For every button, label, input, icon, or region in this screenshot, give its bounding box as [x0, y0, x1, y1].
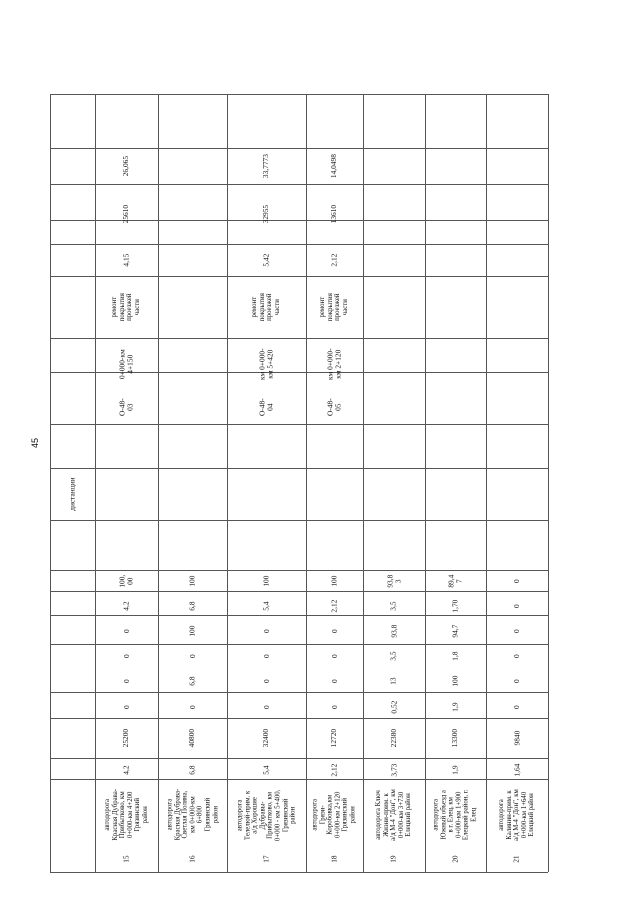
cell-c3-text: 0	[511, 705, 521, 709]
row-number-text: 20	[450, 855, 460, 863]
table-hline	[50, 468, 548, 469]
table-vline	[548, 94, 549, 872]
cell-len	[227, 244, 306, 276]
cell-c5-text: 0	[511, 654, 521, 658]
cell-cost-text: 33,7773	[261, 153, 271, 179]
cell-len-text: 5,42	[261, 253, 271, 267]
cell-c4-text: 0	[121, 679, 131, 683]
cell-code	[227, 390, 306, 424]
cell-c7	[95, 594, 158, 618]
cell-work	[95, 276, 158, 338]
road-name	[95, 784, 158, 846]
cell-c7	[363, 594, 425, 618]
road-name-text: автодорога Красная Дубрава- Светлая Поляна, км 0+000-км 6+800 Грязинский район	[165, 789, 219, 841]
cell-c1-text: 1,9	[450, 765, 460, 775]
cell-code	[95, 390, 158, 424]
cell-c3	[306, 694, 363, 720]
cell-c2-text: 9840	[511, 730, 521, 746]
cell-code-text: О-48- 03	[117, 398, 135, 416]
cell-c6-text: 0	[511, 629, 521, 633]
cell-c8-text: 100	[261, 575, 271, 587]
cell-c8-text: 100	[329, 575, 339, 587]
row-number-text: 21	[511, 855, 521, 863]
cell-c7-text: 2,12	[329, 599, 339, 613]
rotated-data-table	[50, 94, 548, 872]
cell-c1-text: 4,2	[121, 765, 131, 775]
cell-code	[425, 390, 486, 424]
cell-cost	[363, 148, 425, 184]
row-number	[425, 846, 486, 872]
cell-c1	[306, 756, 363, 784]
cell-c3	[95, 694, 158, 720]
road-name-text: автодорога Ключ Жизни-прим. к а/д М-4 "Дон", км 0+000-км 3+730 Елецкий район	[375, 789, 413, 841]
cell-c1	[158, 756, 227, 784]
cell-work	[227, 276, 306, 338]
cell-work	[363, 276, 425, 338]
cell-work-text: ремонт покрытия проезжей части	[111, 292, 142, 322]
cell-c5-text: 3,5	[388, 651, 398, 661]
cell-range	[486, 338, 548, 390]
cell-c5-text: 0	[261, 654, 271, 658]
cell-c6	[306, 618, 363, 644]
table-hline	[50, 520, 548, 521]
cell-c5	[306, 644, 363, 668]
cell-c2-text: 40800	[187, 728, 197, 748]
cell-c1	[363, 756, 425, 784]
cell-area	[95, 184, 158, 244]
cell-c6-text: 0	[121, 629, 131, 633]
cell-c5-text: 0	[187, 654, 197, 658]
cell-c3-text: 0	[329, 705, 339, 709]
header-distance-label-text: дистанции	[67, 477, 77, 511]
cell-area-text: 32955	[261, 204, 271, 224]
cell-cost	[227, 148, 306, 184]
cell-c3-text: 1,9	[450, 702, 460, 712]
cell-c6-text: 100	[187, 625, 197, 637]
cell-code-text: О-48- 04	[257, 398, 275, 416]
cell-range	[306, 338, 363, 390]
row-number	[306, 846, 363, 872]
cell-range	[425, 338, 486, 390]
cell-c8	[486, 568, 548, 594]
cell-range-text: 0+000-км 4+150	[117, 349, 135, 379]
road-name-text: автодорога Гряэи- Коробовка,км 0+000-км 2+120 Грязинский район	[311, 791, 357, 839]
cell-c3-text: 0	[121, 705, 131, 709]
road-name-text: автодорога Телелюй-прим. к а/д Хорошие Дубравы- Прибытково, км 0+000 - км 5+400, Грязинский район	[236, 789, 297, 841]
cell-c6	[363, 618, 425, 644]
row-number	[158, 846, 227, 872]
cell-c1	[227, 756, 306, 784]
cell-c2-text: 25200	[121, 728, 131, 748]
cell-c8	[158, 568, 227, 594]
cell-range-text: км 0+000- км 2+120	[325, 348, 343, 380]
cell-work	[306, 276, 363, 338]
road-name-text: автодорога Южный объезд а в г. Елец, км 0+000-км 1+900 Елецкий район, г. Елец	[432, 789, 478, 841]
cell-c4	[227, 668, 306, 694]
cell-area	[227, 184, 306, 244]
row-number-text: 17	[261, 855, 271, 863]
table-hline	[50, 872, 548, 873]
cell-c2	[95, 720, 158, 756]
cell-c4-text: 0	[329, 679, 339, 683]
cell-len	[158, 244, 227, 276]
cell-c1-text: 6,8	[187, 765, 197, 775]
cell-area	[158, 184, 227, 244]
cell-c3-text: 0,52	[388, 700, 398, 714]
cell-area-text: 13610	[329, 204, 339, 224]
cell-code	[486, 390, 548, 424]
cell-c8	[95, 568, 158, 594]
cell-c8	[306, 568, 363, 594]
cell-c6-text: 0	[329, 629, 339, 633]
cell-c6	[95, 618, 158, 644]
cell-work	[158, 276, 227, 338]
cell-c4	[158, 668, 227, 694]
row-number-text: 19	[388, 855, 398, 863]
cell-c2	[158, 720, 227, 756]
cell-c4	[95, 668, 158, 694]
cell-cost	[425, 148, 486, 184]
cell-range	[95, 338, 158, 390]
cell-c8	[227, 568, 306, 594]
cell-c1-text: 3,73	[388, 763, 398, 777]
cell-c3	[363, 694, 425, 720]
cell-c1-text: 5,4	[261, 765, 271, 775]
cell-c6	[425, 618, 486, 644]
cell-c3-text: 0	[187, 705, 197, 709]
road-name-text: автодорога Красная Дубрава- Прибытково, км 0+000-км 4+200 Грязинский район	[103, 789, 149, 841]
cell-c8-text: 100	[187, 575, 197, 587]
cell-c5	[227, 644, 306, 668]
cell-c2	[363, 720, 425, 756]
cell-c5-text: 0	[121, 654, 131, 658]
cell-c4	[486, 668, 548, 694]
road-name-text: автодорога Калинин-прим. к а/д М-4 "Дон", км 0+000-км 1+640 Елецкий район	[498, 789, 536, 841]
cell-c2-text: 32400	[261, 728, 271, 748]
cell-len	[95, 244, 158, 276]
row-number-text: 18	[329, 855, 339, 863]
row-number	[95, 846, 158, 872]
cell-c4-text: 6,8	[187, 676, 197, 686]
cell-c1-text: 2,12	[329, 763, 339, 777]
cell-c6-text: 93,8	[388, 624, 398, 638]
cell-c8	[425, 568, 486, 594]
cell-c5	[425, 644, 486, 668]
cell-c7-text: 1,70	[450, 599, 460, 613]
cell-c5-text: 0	[329, 654, 339, 658]
cell-c2-text: 12720	[329, 728, 339, 748]
cell-c2	[227, 720, 306, 756]
cell-c4-text: 0	[511, 679, 521, 683]
cell-area	[425, 184, 486, 244]
cell-c1	[425, 756, 486, 784]
cell-code	[363, 390, 425, 424]
cell-len	[363, 244, 425, 276]
cell-work-text: ремонт покрытия проезжей части	[319, 292, 350, 322]
cell-c2	[486, 720, 548, 756]
cell-range	[227, 338, 306, 390]
cell-c6-text: 94,7	[450, 624, 460, 638]
cell-c7-text: 4,2	[121, 601, 131, 611]
cell-c7-text: 0	[511, 604, 521, 608]
cell-c7	[227, 594, 306, 618]
cell-c4-text: 0	[261, 679, 271, 683]
cell-range	[158, 338, 227, 390]
row-number	[486, 846, 548, 872]
cell-c7	[306, 594, 363, 618]
cell-c4	[425, 668, 486, 694]
page-number: 45	[30, 438, 40, 449]
road-name	[425, 784, 486, 846]
cell-cost-text: 14,0498	[329, 153, 339, 179]
cell-code-text: О-48- 05	[325, 398, 343, 416]
cell-work-text: ремонт покрытия проезжей части	[251, 292, 282, 322]
row-number	[227, 846, 306, 872]
cell-c5	[486, 644, 548, 668]
cell-cost-text: 26,065	[121, 155, 131, 177]
cell-c7	[158, 594, 227, 618]
cell-len	[486, 244, 548, 276]
cell-len	[425, 244, 486, 276]
row-number-text: 16	[187, 855, 197, 863]
cell-c6	[158, 618, 227, 644]
cell-cost	[486, 148, 548, 184]
cell-c4	[306, 668, 363, 694]
cell-len-text: 4,15	[121, 253, 131, 267]
cell-c3	[227, 694, 306, 720]
cell-c6-text: 0	[261, 629, 271, 633]
cell-c7	[486, 594, 548, 618]
cell-len-text: 2,12	[329, 253, 339, 267]
road-name	[227, 784, 306, 846]
cell-area-text: 25610	[121, 204, 131, 224]
road-name	[486, 784, 548, 846]
cell-c8-text: 93,8 3	[384, 574, 402, 588]
cell-code	[306, 390, 363, 424]
cell-area	[486, 184, 548, 244]
cell-c8-text: 0	[511, 579, 521, 583]
row-number-text: 15	[121, 855, 131, 863]
table-hline	[50, 94, 548, 95]
cell-c5	[158, 644, 227, 668]
cell-work	[486, 276, 548, 338]
cell-range	[363, 338, 425, 390]
cell-c5-text: 1,8	[450, 651, 460, 661]
cell-area	[306, 184, 363, 244]
cell-c1	[95, 756, 158, 784]
road-name	[363, 784, 425, 846]
cell-c7-text: 6,8	[187, 601, 197, 611]
cell-area	[363, 184, 425, 244]
cell-c7-text: 5,4	[261, 601, 271, 611]
cell-c5	[95, 644, 158, 668]
cell-c1	[486, 756, 548, 784]
cell-c3	[486, 694, 548, 720]
cell-c5	[363, 644, 425, 668]
cell-c3	[158, 694, 227, 720]
cell-c4	[363, 668, 425, 694]
cell-c2	[306, 720, 363, 756]
cell-c8-text: 100, 00	[117, 574, 135, 588]
cell-c3-text: 0	[261, 705, 271, 709]
cell-c7-text: 3,5	[388, 601, 398, 611]
cell-c8	[363, 568, 425, 594]
cell-cost	[306, 148, 363, 184]
cell-cost	[95, 148, 158, 184]
road-name	[306, 784, 363, 846]
cell-len	[306, 244, 363, 276]
row-number	[363, 846, 425, 872]
table-hline	[50, 424, 548, 425]
header-distance-label	[50, 468, 95, 520]
road-name	[158, 784, 227, 846]
cell-c4-text: 13	[388, 677, 398, 685]
cell-c6	[227, 618, 306, 644]
cell-code	[158, 390, 227, 424]
cell-c7	[425, 594, 486, 618]
cell-work	[425, 276, 486, 338]
cell-c1-text: 1,64	[511, 763, 521, 777]
cell-c4-text: 100	[450, 675, 460, 687]
cell-c2-text: 13300	[450, 728, 460, 748]
cell-c2	[425, 720, 486, 756]
cell-cost	[158, 148, 227, 184]
cell-range-text: км 0+000- км 5+420	[257, 348, 275, 380]
cell-c8-text: 89,4 7	[446, 574, 464, 588]
cell-c6	[486, 618, 548, 644]
cell-c3	[425, 694, 486, 720]
cell-c2-text: 22380	[388, 728, 398, 748]
